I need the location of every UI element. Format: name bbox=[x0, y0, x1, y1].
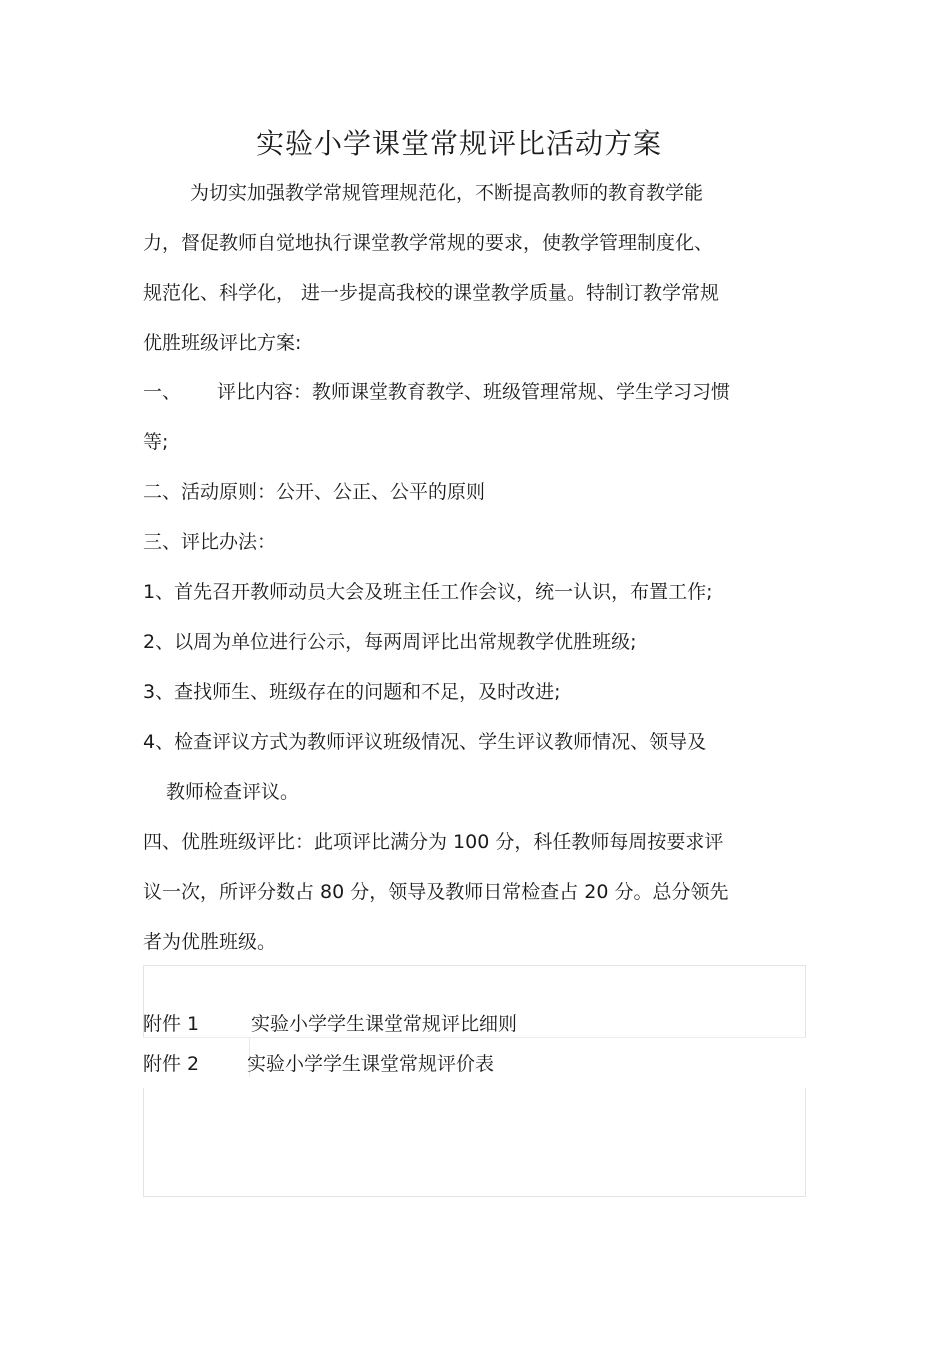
attachment-1-name: 实验小学学生课堂常规评比细则 bbox=[251, 1013, 518, 1035]
intro-line-3: 规范化、科学化， 进一步提高我校的课堂教学质量。特制订教学常规 bbox=[143, 282, 720, 304]
list-item-3: 3、查找师生、班级存在的问题和不足，及时改进; bbox=[143, 681, 561, 703]
list-item-1: 1、首先召开教师动员大会及班主任工作会议，统一认识，布置工作; bbox=[143, 581, 713, 603]
attachment-2-label: 附件 2 bbox=[143, 1053, 200, 1075]
attachment-2-name: 实验小学学生课堂常规评价表 bbox=[247, 1053, 495, 1075]
intro-line-2: 力，督促教师自觉地执行课堂教学常规的要求，使教学管理制度化、 bbox=[143, 232, 714, 254]
list-item-4-continuation: 教师检查评议。 bbox=[166, 781, 300, 803]
section-1-text: 评比内容：教师课堂教育教学、班级管理常规、学生学习习惯 bbox=[217, 381, 731, 403]
intro-line-4: 优胜班级评比方案: bbox=[143, 332, 302, 354]
section-3-heading: 三、评比办法： bbox=[143, 531, 277, 553]
intro-line-1: 为切实加强教学常规管理规范化，不断提高教师的教育教学能 bbox=[190, 182, 704, 204]
section-2-heading: 二、活动原则：公开、公正、公平的原则 bbox=[143, 481, 486, 503]
section-4-line-1: 四、优胜班级评比：此项评比满分为 100 分，科任教师每周按要求评 bbox=[143, 831, 724, 853]
section-1-continuation: 等; bbox=[143, 431, 169, 453]
list-item-4: 4、检查评议方式为教师评议班级情况、学生评议教师情况、领导及 bbox=[143, 731, 707, 753]
attachment-1-label: 附件 1 bbox=[143, 1013, 200, 1035]
attachment-table-bottom-border bbox=[143, 1088, 806, 1197]
document-title: 实验小学课堂常规评比活动方案 bbox=[255, 127, 662, 160]
section-4-line-3: 者为优胜班级。 bbox=[143, 931, 277, 953]
list-item-2: 2、以周为单位进行公示，每两周评比出常规教学优胜班级; bbox=[143, 631, 637, 653]
attachment-2 bbox=[143, 1048, 494, 1080]
attachment-1 bbox=[143, 1008, 517, 1040]
section-1-label: 一、 bbox=[143, 381, 182, 403]
section-4-line-2: 议一次，所评分数占 80 分，领导及教师日常检查占 20 分。总分领先 bbox=[143, 881, 729, 903]
section-1-heading bbox=[143, 376, 730, 408]
